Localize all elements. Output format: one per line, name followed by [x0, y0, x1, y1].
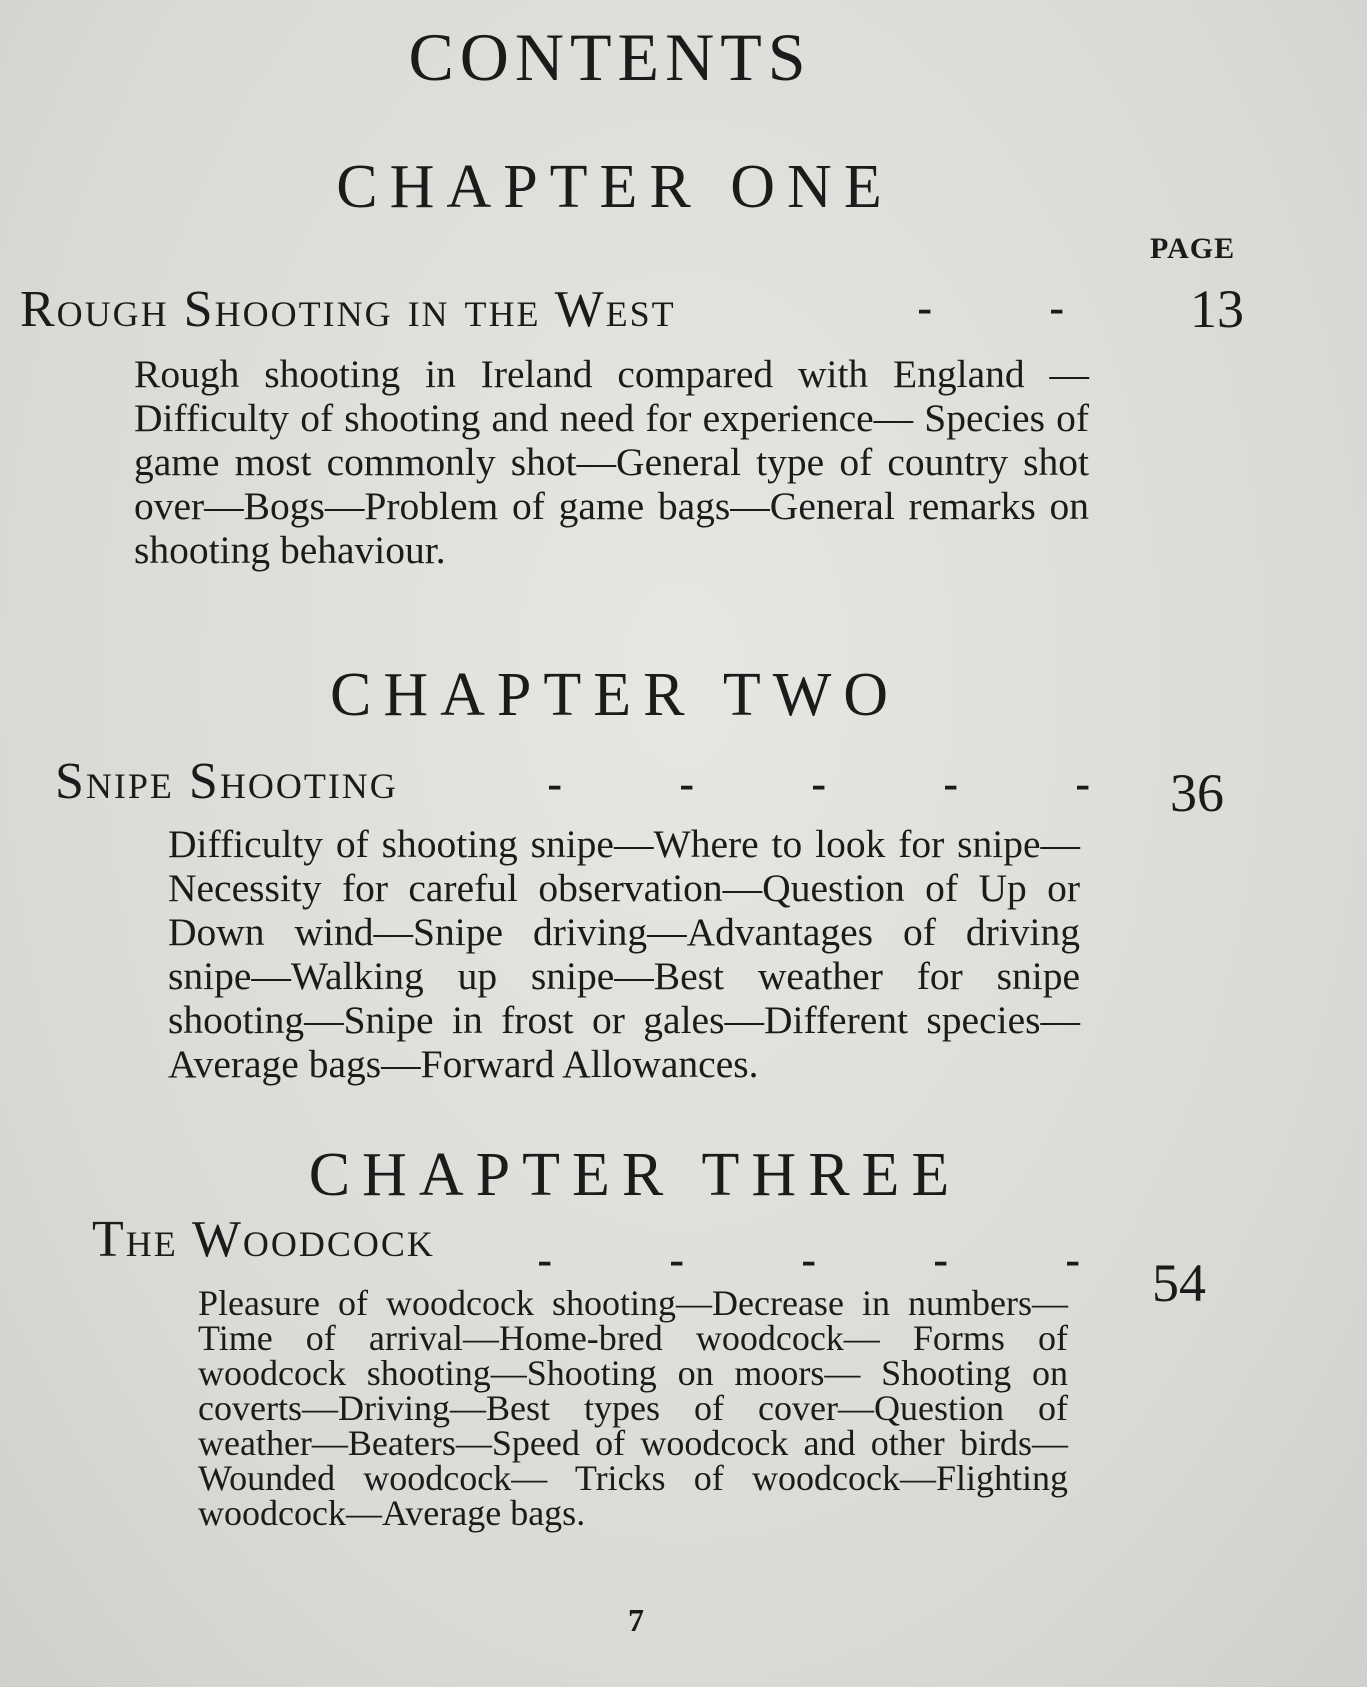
chapter-one-title: Rough Shooting in the West: [20, 281, 676, 338]
page-column-label: PAGE: [1150, 232, 1236, 265]
chapter-one-summary: Rough shooting in Ireland compared with England —Difficulty of shooting and need for experience— Species of game most commonly shot—General type of country shot over—Bogs—Problem of game bags—General remarks on shooting behaviour.: [134, 352, 1089, 572]
chapter-two-leader-dashes: - - - - -: [547, 759, 1090, 808]
contents-title: CONTENTS: [408, 19, 812, 95]
chapter-three-heading: CHAPTER THREE: [308, 1141, 962, 1209]
chapter-three-title: The Woodcock: [92, 1211, 435, 1268]
chapter-one-leader-dashes: - -: [917, 283, 1064, 332]
chapter-three-leader-dashes: - - - - -: [537, 1235, 1080, 1284]
chapter-two-page-number: 36: [1170, 763, 1224, 823]
chapter-three-summary: Pleasure of woodcock shooting—Decrease in numbers—Time of arrival—Home-bred woodcock— Forms of woodcock shooting—Shooting on moors— Shooting on coverts—Driving—Best types of cover—Question of weather—Beaters—Speed of woodcock and other birds—Wounded woodcock— Tricks of woodcock—Flighting woodcock—Average bags.: [198, 1283, 1068, 1533]
page-folio-number: 7: [628, 1602, 644, 1638]
chapter-one-heading: CHAPTER ONE: [336, 153, 894, 221]
chapter-two-title: Snipe Shooting: [55, 753, 398, 810]
chapter-two-heading: CHAPTER TWO: [329, 661, 901, 729]
chapter-one-page-number: 13: [1190, 279, 1244, 339]
chapter-two-summary: Difficulty of shooting snipe—Where to look for snipe—Necessity for careful observation—Question of Up or Down wind—Snipe driving—Advantages of driving snipe—Walking up snipe—Best weather for snipe shooting—Snipe in frost or gales—Different species—Average bags—Forward Allowances.: [168, 822, 1080, 1086]
chapter-three-page-number: 54: [1152, 1253, 1206, 1313]
